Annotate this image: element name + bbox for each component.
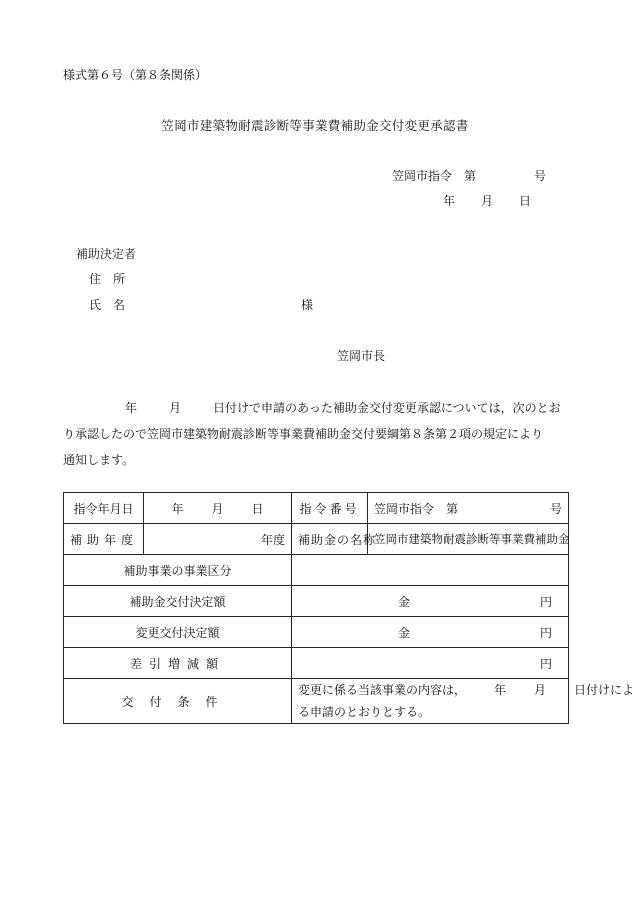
sender: 笠岡市長	[337, 349, 386, 363]
difference-value	[292, 648, 569, 679]
fiscal-year-label: 補助年度	[64, 524, 144, 555]
order-date-value	[144, 493, 292, 524]
document-number-go: 号	[534, 169, 547, 183]
document-number-dai: 第	[464, 169, 477, 183]
table-row-decided-amount	[64, 586, 569, 617]
changed-amount-kin: 金	[398, 625, 411, 640]
category-value	[292, 555, 569, 586]
conditions-text-a: 変更に係る当該事業の内容は，	[298, 683, 467, 697]
honorific: 様	[301, 298, 314, 312]
notice-year: 年	[125, 401, 138, 415]
table-row-conditions	[64, 679, 569, 724]
document-number-prefix: 笠岡市指令	[392, 169, 453, 183]
order-date-year: 年	[171, 501, 184, 516]
notice-body	[63, 395, 573, 473]
order-date-month: 月	[211, 501, 224, 516]
decided-amount-kin: 金	[398, 594, 411, 609]
order-number-suffix: 号	[550, 501, 563, 516]
issue-date-year: 年	[443, 194, 456, 208]
conditions-month: 月	[534, 683, 547, 697]
notice-line-1-rest: 日付けで申請のあった補助金交付変更承認については，次のとお	[213, 401, 561, 415]
notice-line-2: り承認したので笠岡市建築物耐震診断等事業費補助金交付要綱第８条第２項の規定により	[63, 427, 544, 441]
conditions-text-b: 日付けによ	[574, 683, 634, 697]
conditions-text-c: る申請のとおりとする。	[298, 705, 431, 719]
difference-yen: 円	[540, 656, 553, 671]
address-label: 住 所	[89, 272, 126, 286]
table-row-order-date	[64, 493, 569, 524]
document-title: 笠岡市建築物耐震診断等事業費補助金交付変更承認書	[161, 118, 469, 133]
changed-amount-value	[292, 617, 569, 648]
issue-date-month: 月	[481, 194, 494, 208]
decided-amount-yen: 円	[540, 594, 553, 609]
conditions-label: 交付条件	[64, 679, 292, 724]
subsidy-name-label: 補助金の名称	[292, 524, 368, 555]
notice-line-1	[63, 395, 573, 421]
table-row-category	[64, 555, 569, 586]
order-number-value	[368, 493, 569, 524]
subsidy-name-value: 笠岡市建築物耐震診断等事業費補助金	[368, 524, 569, 555]
table-row-fiscal	[64, 524, 569, 555]
table-row-changed-amount	[64, 617, 569, 648]
notice-line-3: 通知します。	[63, 453, 135, 467]
document-number	[392, 170, 546, 182]
order-number-label: 指令番号	[292, 493, 368, 524]
changed-amount-label: 変更交付決定額	[64, 617, 292, 648]
order-date-day: 日	[251, 501, 264, 516]
fiscal-year-value: 年度	[144, 524, 292, 555]
issue-date-day: 日	[519, 194, 532, 208]
decided-amount-value	[292, 586, 569, 617]
conditions-year: 年	[494, 683, 507, 697]
order-date-label: 指令年月日	[64, 493, 144, 524]
issue-date	[443, 195, 531, 207]
conditions-value	[292, 679, 634, 724]
category-label: 補助事業の事業区分	[64, 555, 292, 586]
approval-table	[63, 492, 634, 724]
difference-label: 差引増減額	[64, 648, 292, 679]
name-label: 氏 名	[89, 298, 126, 312]
notice-month: 月	[169, 401, 182, 415]
form-number: 様式第６号（第８条関係）	[63, 68, 208, 82]
decided-amount-label: 補助金交付決定額	[64, 586, 292, 617]
order-number-prefix: 笠岡市指令 第	[374, 501, 459, 516]
changed-amount-yen: 円	[540, 625, 553, 640]
table-row-difference	[64, 648, 569, 679]
recipient-label: 補助決定者	[76, 247, 137, 261]
conditions-line-1	[298, 679, 634, 701]
